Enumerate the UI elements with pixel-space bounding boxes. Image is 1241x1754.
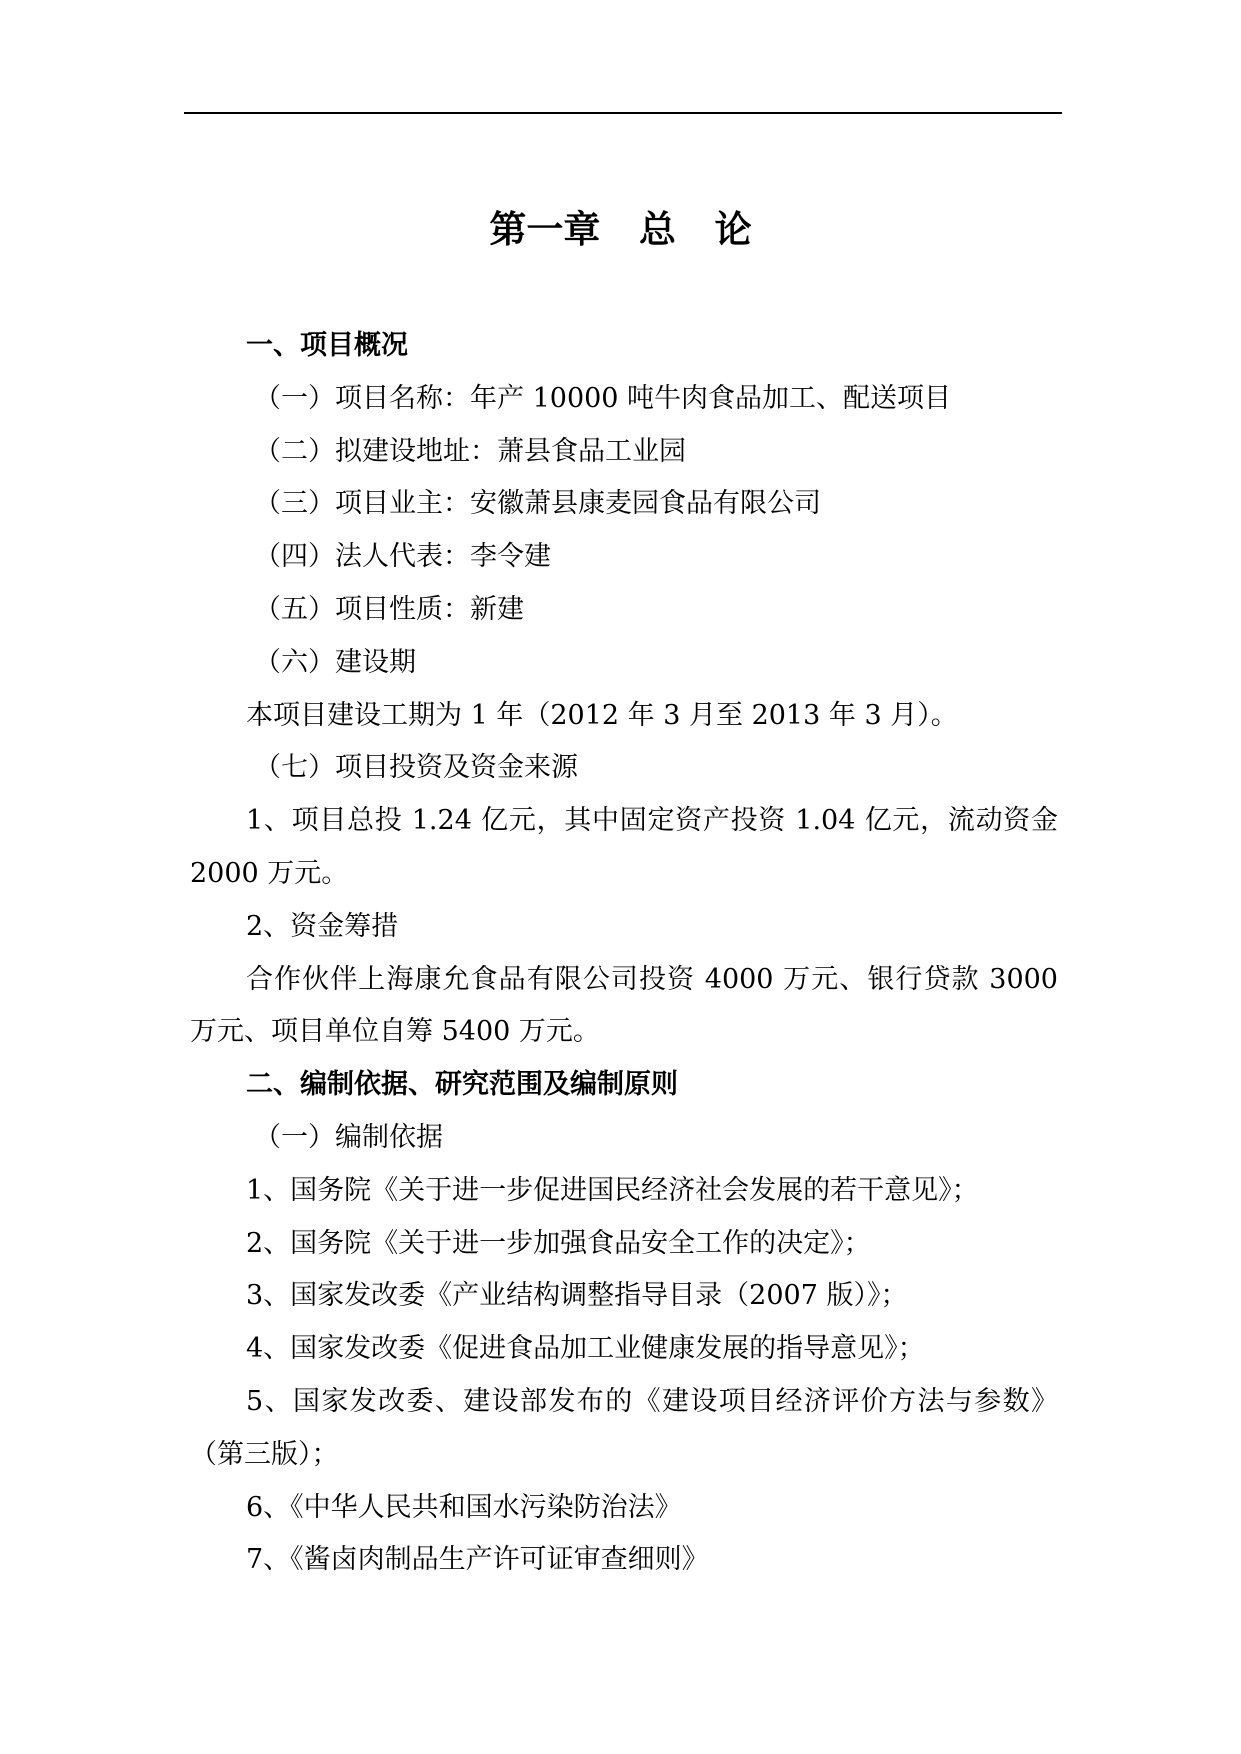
construction-period-text: 本项目建设工期为 1 年（2012 年 3 月至 2013 年 3 月）。 [246, 699, 958, 731]
item-project-name: （一）项目名称：年产 10000 吨牛肉食品加工、配送项目 [254, 382, 952, 414]
item-construction-period: （六）建设期 [254, 646, 416, 678]
basis-list-item: 7、《酱卤肉制品生产许可证审查细则》 [246, 1544, 709, 1576]
basis-list-item: 5、国家发改委、建设部发布的《建设项目经济评价方法与参数》（第三版）； [190, 1385, 1058, 1470]
section-heading-compilation-basis: 二、编制依据、研究范围及编制原则 [246, 1069, 678, 1101]
section-heading-project-overview: 一、项目概况 [246, 330, 408, 361]
investment-total-text: 1、项目总投 1.24 亿元，其中固定资产投资 1.04 亿元，流动资金 2000 万元。 [190, 805, 1058, 889]
header-rule [184, 112, 1062, 114]
item-project-owner: （三）项目业主：安徽萧县康麦园食品有限公司 [254, 488, 821, 520]
basis-list-item: 6、《中华人民共和国水污染防治法》 [246, 1491, 682, 1523]
funding-raising-heading: 2、资金筹措 [246, 910, 399, 942]
basis-list-item: 4、国家发改委《促进食品加工业健康发展的指导意见》； [246, 1333, 925, 1365]
item-investment-funding: （七）项目投资及资金来源 [254, 752, 578, 784]
document-body [190, 320, 1058, 1587]
item-legal-representative: （四）法人代表：李令建 [254, 541, 551, 573]
funding-raising-text: 合作伙伴上海康允食品有限公司投资 4000 万元、银行贷款 3000 万元、项目单位自筹 5400 万元。 [190, 963, 1058, 1048]
item-project-location: （二）拟建设地址：萧县食品工业园 [254, 435, 686, 467]
basis-list-item: 3、国家发改委《产业结构调整指导目录（2007 版）》； [246, 1280, 908, 1312]
item-compilation-basis: （一）编制依据 [254, 1121, 443, 1153]
basis-list-item: 2、国务院《关于进一步加强食品安全工作的决定》； [246, 1227, 871, 1259]
item-project-nature: （五）项目性质：新建 [254, 593, 524, 625]
basis-list-item: 1、国务院《关于进一步促进国民经济社会发展的若干意见》； [246, 1174, 979, 1206]
chapter-title: 第一章 总 论 [489, 208, 752, 251]
